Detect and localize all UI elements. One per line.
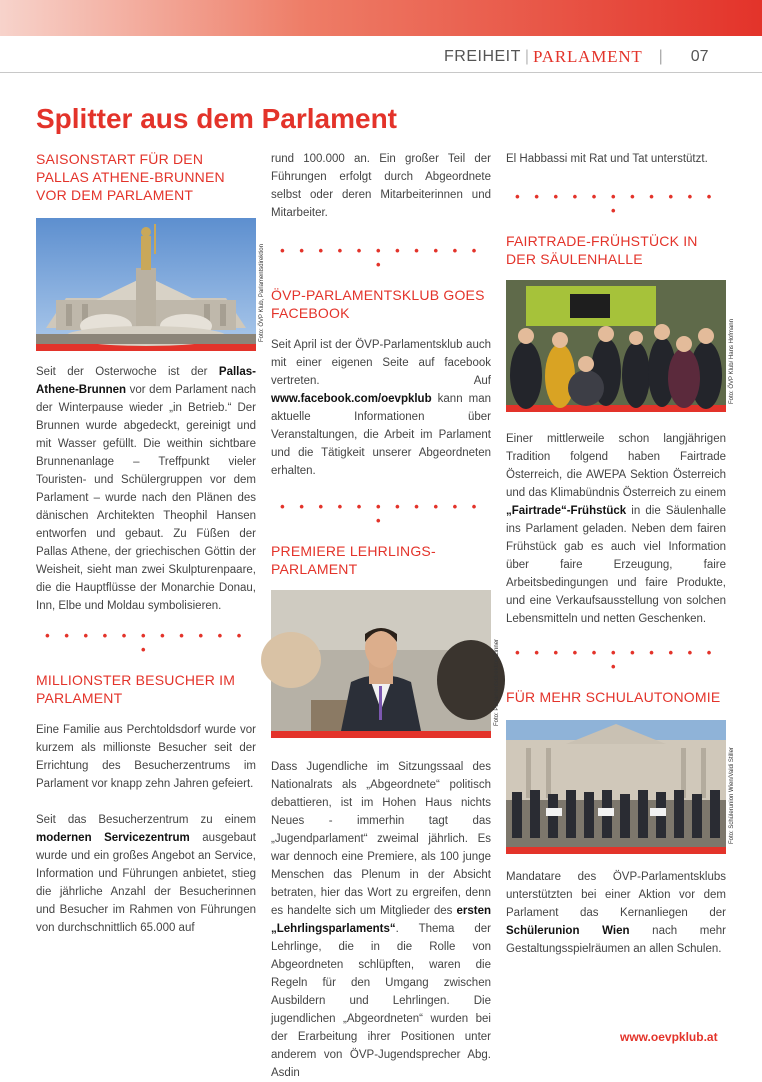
photo-lehrlingsparlament <box>271 590 500 738</box>
article-body: Seit der Osterwoche ist der Pallas-Athene-Brunnen vor dem Parlament nach der Winterpause wieder „in Betrieb.“ Der Brunnen wurde abgedeckt, gereinigt und mit Wasser gefüllt. Die weithin sichtbare Brunnenanlage – Treffpunkt vieler Touristen- und Schülergruppen vor dem Parlament – wurde nach den Plänen des dänischen Architekten Theophil Hansen entworfen und gebaut. Zu Füßen der Pallas Athene, der griechischen Göttin der Weisheit, sieht man zwei Skulpturenpaare, die die Hauptflüsse der Monarchie Donau, Inn, Elbe und Moldau symbolisieren. <box>36 366 256 612</box>
section-separator: • • • • • • • • • • • • <box>280 243 482 272</box>
article-heading: PREMIERE LEHRLINGS-PARLAMENT <box>271 543 436 577</box>
page-header <box>444 45 732 69</box>
column-1 <box>36 150 265 937</box>
article-schulautonomie <box>506 688 735 958</box>
header-pipe: | <box>658 48 663 65</box>
photo-pallas-athene-fountain <box>36 218 265 351</box>
article-lehrlingsparlament <box>271 542 500 1082</box>
header-rule <box>0 72 762 73</box>
top-color-bar <box>0 0 762 36</box>
page-number: 07 <box>690 48 709 65</box>
page-title: Splitter aus dem Parlament <box>36 103 398 134</box>
fountain-illustration <box>36 218 256 344</box>
footer-website-link[interactable]: www.oevpklub.at <box>620 1030 718 1044</box>
photo-credit: Foto: ÖVP Klub, Parlamentsdirektion <box>259 244 265 342</box>
photo-credit: Foto: ÖVP Klub/ Hans Hofmann <box>729 319 735 404</box>
photo-credit: Foto: Parlamentsdirektion/Zinner <box>494 638 500 726</box>
article-body: Einer mittlerweile schon langjährigen Tradition folgend haben Fairtrade Österreich, die AWEPA Sektion Österreich und das Klimabündnis Österreich zu einem „Fairtrade“-Frühstück in die Säulenhalle ins Parlament geladen. Neben dem fairen Frühstück gab es auch viel Information über faire Erzeugung, faire Arbeitsbedingungen und faire Produkte, und eine Verkaufsausstellung von solchen Lebensmitteln und netten Geschenken. <box>506 433 726 625</box>
column-3 <box>506 150 735 958</box>
column-2 <box>271 150 500 1082</box>
article-body: Seit das Besucherzentrum zu einem modernen Servicezentrum ausgebaut wurde und ein großes Angebot an Service, Information und Führungen anbietet, stieg die jährliche Anzahl der Besucherinnen und Besucher im Rahmen von Führungen von durchschnittlich 65.000 auf <box>36 814 256 934</box>
section-separator: • • • • • • • • • • • • <box>45 628 247 657</box>
section-separator: • • • • • • • • • • • • <box>280 499 482 528</box>
article-pallas-athene <box>36 150 265 615</box>
article-body: Mandatare des ÖVP-Parlamentsklubs unterstützten bei einer Aktion vor dem Parlament das Kernanliegen der Schülerunion Wien nach mehr Gestaltungsspielräumen an allen Schulen. <box>506 871 726 955</box>
photo-credit: Foto: Schülerunion Wien/Valdi Stiller <box>729 747 735 844</box>
article-millionster-besucher <box>36 671 256 937</box>
section-separator: • • • • • • • • • • • • <box>515 645 717 674</box>
article-fairtrade <box>506 232 735 628</box>
article-heading: SAISONSTART FÜR DEN PALLAS ATHENE-BRUNNEN VOR DEM PARLAMENT <box>36 151 225 203</box>
young-man-illustration <box>271 590 491 731</box>
header-separator: | <box>524 48 530 65</box>
article-heading: ÖVP-PARLAMENTSKLUB GOES FACEBOOK <box>271 287 485 321</box>
photo-fairtrade-breakfast <box>506 280 735 412</box>
article-body-continued: rund 100.000 an. Ein großer Teil der Führungen erfolgt durch Abgeordnete selbst oder deren Mitarbeiterinnen und Mitarbeiter. <box>271 153 491 219</box>
student-group-illustration <box>506 720 726 847</box>
article-facebook <box>271 286 491 480</box>
article-heading: MILLIONSTER BESUCHER IM PARLAMENT <box>36 672 236 706</box>
article-body: Seit April ist der ÖVP-Parlamentsklub auch mit einer eigenen Seite auf facebook vertreten. Auf www.facebook.com/oevpklub kann man aktuelle Informationen über Veranstaltungen, die Arbeit im Parlament und die Tätigkeit unserer Abgeordneten erhalten. <box>271 339 491 477</box>
section-separator: • • • • • • • • • • • • <box>515 189 717 218</box>
photo-schulautonomie <box>506 720 735 854</box>
article-heading: FÜR MEHR SCHULAUTONOMIE <box>506 689 721 705</box>
section-label: FREIHEIT <box>444 48 521 65</box>
article-body: Eine Familie aus Perchtoldsdorf wurde vor kurzem als millionste Besucher seit der Errichtung des Besucherzentrums im Parlament vor knapp zehn Jahren gefeiert. <box>36 724 256 790</box>
article-body-continued: El Habbassi mit Rat und Tat unterstützt. <box>506 153 708 165</box>
group-photo-illustration <box>506 280 726 405</box>
facebook-link[interactable]: www.facebook.com/oevpklub <box>271 393 432 405</box>
magazine-name: PARLAMENT <box>533 47 643 66</box>
article-heading: FAIRTRADE-FRÜHSTÜCK IN DER SÄULENHALLE <box>506 233 698 267</box>
article-body: Dass Jugendliche im Sitzungssaal des Nationalrats als „Abgeordnete“ politisch debattieren, ist im Hohen Haus nichts Neues - immerhin tagt das „Jugendparlament“ zweimal jährlich. Es war dennoch eine Premiere, als 100 junge Menschen das Plenum in der Absicht betraten, hier das Wort zu ergreifen, denn es handelte sich um Mitglieder des ersten „Lehrlingsparlaments“. Thema der Lehrlinge, die in die Rolle von Abgeordneten schlüpften, waren die Regeln für den Umgang zwischen Ausbildern und Lehrlingen. Die jugendlichen „Abgeordneten“ wurden bei der Erarbeitung ihrer Positionen unter anderem von ÖVP-Jugendsprecher Abg. Asdin <box>271 761 491 1079</box>
